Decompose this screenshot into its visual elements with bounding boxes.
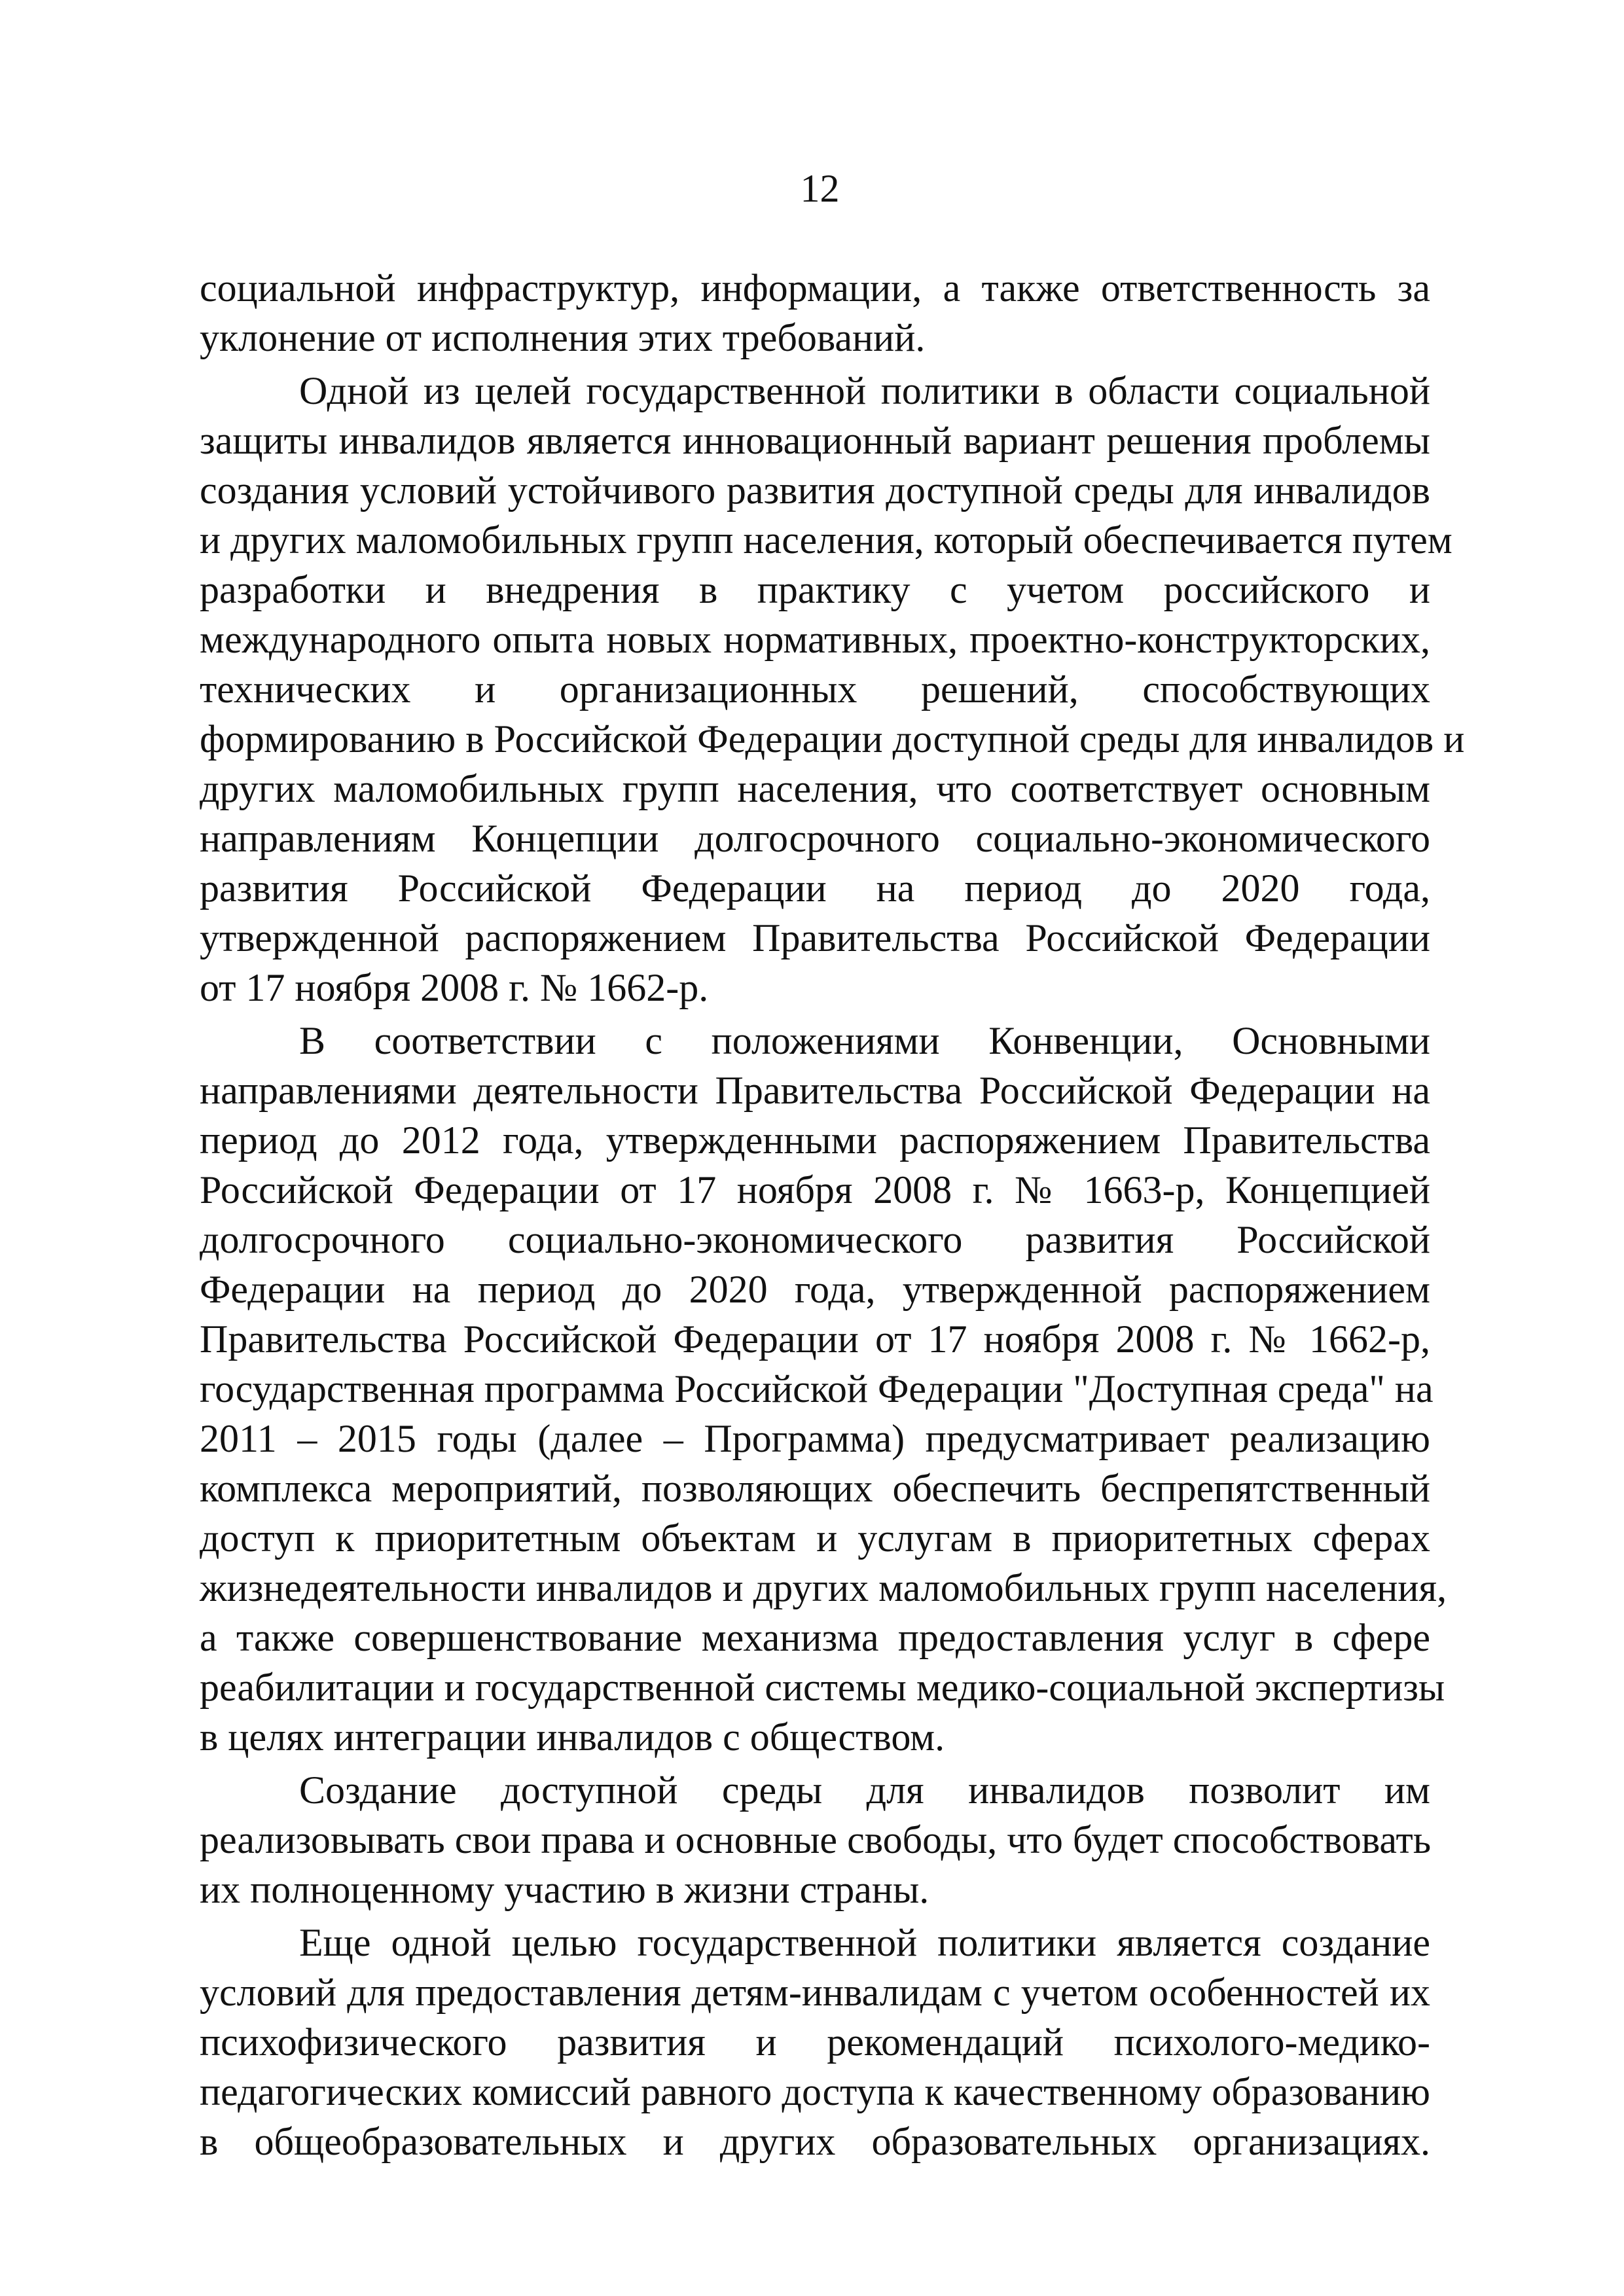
text-line: защиты инвалидов является инновационный вариант решения проблемы xyxy=(200,419,1430,462)
text-line: комплекса мероприятий, позволяющих обеспечить беспрепятственный xyxy=(200,1467,1430,1510)
text-line: 2011 – 2015 годы (далее – Программа) предусматривает реализацию xyxy=(200,1417,1430,1460)
text-line: Российской Федерации от 17 ноября 2008 г. № 1663-р, Концепцией xyxy=(200,1168,1430,1211)
text-line: Создание доступной среды для инвалидов позволит им xyxy=(299,1768,1430,1812)
text-line: доступ к приоритетным объектам и услугам в приоритетных сферах xyxy=(200,1516,1430,1560)
text-line: Еще одной целью государственной политики является создание xyxy=(299,1921,1430,1964)
text-line: других маломобильных групп населения, что соответствует основным xyxy=(200,767,1430,810)
paragraph-3 xyxy=(200,1016,1447,1762)
text-line: реализовывать свои права и основные свободы, что будет способствовать xyxy=(200,1818,1432,1861)
text-line: и других маломобильных групп населения, который обеспечивается путем xyxy=(200,518,1453,562)
text-line: Федерации на период до 2020 года, утвержденной распоряжением xyxy=(200,1268,1430,1311)
text-line: уклонение от исполнения этих требований. xyxy=(200,316,926,359)
text-line: государственная программа Российской Федерации "Доступная среда" на xyxy=(200,1367,1434,1410)
text-line: психофизического развития и рекомендаций психолого-медико- xyxy=(200,2020,1430,2064)
text-line: долгосрочного социально-экономического развития Российской xyxy=(200,1218,1430,1261)
text-line: международного опыта новых нормативных, проектно-конструкторских, xyxy=(200,618,1430,661)
text-line: формированию в Российской Федерации доступной среды для инвалидов и xyxy=(200,717,1465,761)
paragraph-4 xyxy=(200,1765,1430,1914)
text-line: технических и организационных решений, способствующих xyxy=(200,668,1430,711)
text-line: а также совершенствование механизма предоставления услуг в сфере xyxy=(200,1616,1430,1659)
text-line: их полноценному участию в жизни страны. xyxy=(200,1868,929,1911)
text-line: от 17 ноября 2008 г. № 1662-р. xyxy=(200,966,709,1009)
text-line: разработки и внедрения в практику с учетом российского и xyxy=(200,568,1430,611)
text-line: период до 2012 года, утвержденными распоряжением Правительства xyxy=(200,1119,1430,1162)
text-line: в целях интеграции инвалидов с обществом. xyxy=(200,1715,945,1759)
paragraph-1 xyxy=(200,263,1430,363)
body-text xyxy=(200,263,1465,2170)
text-line: Одной из целей государственной политики в области социальной xyxy=(299,369,1430,412)
text-line: условий для предоставления детям-инвалидам с учетом особенностей их xyxy=(200,1971,1430,2014)
text-line: педагогических комиссий равного доступа к качественному образованию xyxy=(200,2070,1430,2113)
text-line: направлениями деятельности Правительства Российской Федерации на xyxy=(200,1069,1430,1112)
text-line: утвержденной распоряжением Правительства Российской Федерации xyxy=(200,916,1430,960)
page-number: 12 xyxy=(800,167,840,210)
text-line: социальной инфраструктур, информации, а также ответственность за xyxy=(200,266,1430,310)
paragraph-5 xyxy=(200,1918,1430,2166)
text-line: создания условий устойчивого развития доступной среды для инвалидов xyxy=(200,469,1430,512)
text-line: в общеобразовательных и других образовательных организациях. xyxy=(200,2120,1430,2163)
text-line: жизнедеятельности инвалидов и других маломобильных групп населения, xyxy=(200,1566,1447,1609)
text-line: Правительства Российской Федерации от 17 ноября 2008 г. № 1662-р, xyxy=(200,1318,1430,1361)
text-line: развития Российской Федерации на период до 2020 года, xyxy=(200,867,1430,910)
text-line: направлениям Концепции долгосрочного социально-экономического xyxy=(200,817,1430,860)
paragraph-2 xyxy=(200,366,1465,1013)
text-line: реабилитации и государственной системы медико-социальной экспертизы xyxy=(200,1666,1445,1709)
text-line: В соответствии с положениями Конвенции, Основными xyxy=(299,1019,1430,1062)
